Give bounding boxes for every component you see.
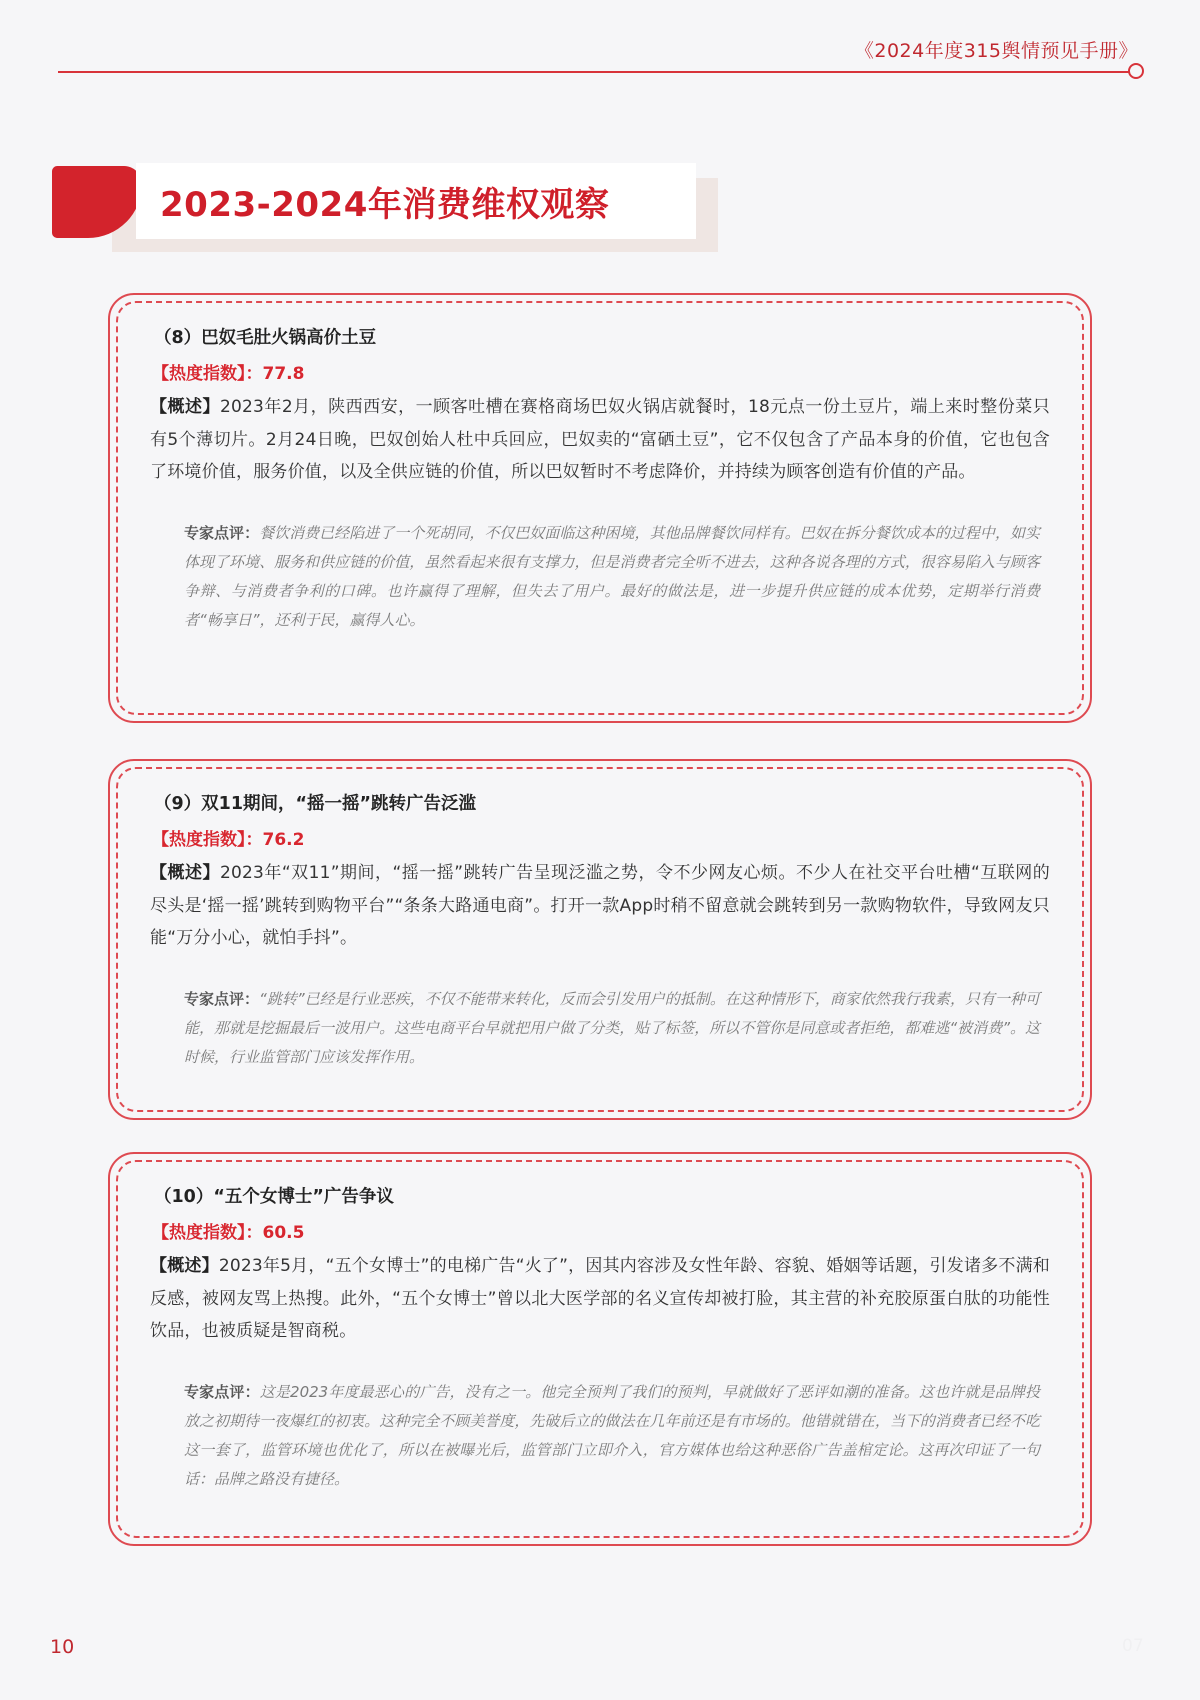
- section-banner: [136, 163, 696, 239]
- heat-index: 【热度指数】：76.2: [152, 830, 305, 850]
- case-summary: 【概述】2023年“双11”期间，“摇一摇”跳转广告呈现泛滥之势，令不少网友心烦。不少人在社交平台吐槽“互联网的尽头是‘摇一摇’跳转到购物平台”“条条大路通电商”。打开一款App时稍不留意就会跳转到另一款购物软件，导致网友只能“万分小心，就怕手抖”。: [150, 863, 1050, 948]
- summary-label: 【概述】: [150, 397, 220, 417]
- expert-label: 专家点评：: [184, 989, 260, 1008]
- expert-comment: 专家点评：餐饮消费已经陷进了一个死胡同，不仅巴奴面临这种困境，其他品牌餐饮同样有。巴奴在拆分餐饮成本的过程中，如实体现了环境、服务和供应链的价值，虽然看起来很有支撑力，但是消费者完全听不进去，这种各说各理的方式，很容易陷入与顾客争辩、与消费者争利的口碑。也许赢得了理解，但失去了用户。最好的做法是，进一步提升供应链的成本优势，定期举行消费者“畅享日”，还利于民，赢得人心。: [184, 523, 1040, 629]
- summary-label: 【概述】: [150, 863, 220, 883]
- case-title: （10）“五个女博士”广告争议: [154, 1187, 394, 1207]
- case-summary: 【概述】2023年2月，陕西西安，一顾客吐槽在赛格商场巴奴火锅店就餐时，18元点一份土豆片，端上来时整份菜只有5个薄切片。2月24日晚，巴奴创始人杜中兵回应，巴奴卖的“富硒土豆”，它不仅包含了产品本身的价值，它也包含了环境价值，服务价值，以及全供应链的价值，所以巴奴暂时不考虑降价，并持续为顾客创造有价值的产品。: [150, 397, 1050, 482]
- heat-value: 77.8: [262, 364, 305, 384]
- expert-label: 专家点评：: [184, 1382, 260, 1401]
- header-divider-endpoint: [1128, 63, 1144, 79]
- summary-label: 【概述】: [150, 1256, 219, 1276]
- case-card: [108, 1152, 1092, 1546]
- page-number: 10: [50, 1636, 75, 1658]
- expert-comment: 专家点评：这是2023年度最恶心的广告，没有之一。他完全预判了我们的预判，早就做好了恶评如潮的准备。这也许就是品牌投放之初期待一夜爆红的初衷。这种完全不顾美誉度，先破后立的做法在几年前还是有市场的。他错就错在，当下的消费者已经不吃这一套了，监管环境也优化了，所以在被曝光后，监管部门立即介入，官方媒体也给这种恶俗广告盖棺定论。这再次印证了一句话：品牌之路没有捷径。: [184, 1382, 1040, 1488]
- expert-label: 专家点评：: [184, 523, 260, 542]
- handbook-title: 《2024年度315舆情预见手册》: [854, 40, 1138, 62]
- header-divider: [58, 71, 1132, 73]
- heat-value: 60.5: [262, 1223, 305, 1243]
- page-number-secondary: 07: [1122, 1636, 1144, 1656]
- section-title: 2023-2024年消费维权观察: [160, 184, 610, 225]
- case-title: （9）双11期间，“摇一摇”跳转广告泛滥: [154, 794, 477, 814]
- case-card: [108, 759, 1092, 1120]
- heat-index: 【热度指数】：77.8: [152, 364, 305, 384]
- case-summary: 【概述】2023年5月，“五个女博士”的电梯广告“火了”，因其内容涉及女性年龄、容貌、婚姻等话题，引发诸多不满和反感，被网友骂上热搜。此外，“五个女博士”曾以北大医学部的名义宣传却被打脸，其主营的补充胶原蛋白肽的功能性饮品，也被质疑是智商税。: [150, 1256, 1050, 1341]
- case-title: （8）巴奴毛肚火锅高价土豆: [154, 328, 377, 348]
- heat-index: 【热度指数】：60.5: [152, 1223, 305, 1243]
- case-card: [108, 293, 1092, 723]
- expert-comment: 专家点评：“跳转”已经是行业恶疾，不仅不能带来转化，反而会引发用户的抵制。在这种情形下，商家依然我行我素，只有一种可能，那就是挖掘最后一波用户。这些电商平台早就把用户做了分类，贴了标签，所以不管你是同意或者拒绝，都难逃“被消费”。这时候，行业监管部门应该发挥作用。: [184, 989, 1040, 1066]
- heat-value: 76.2: [262, 830, 305, 850]
